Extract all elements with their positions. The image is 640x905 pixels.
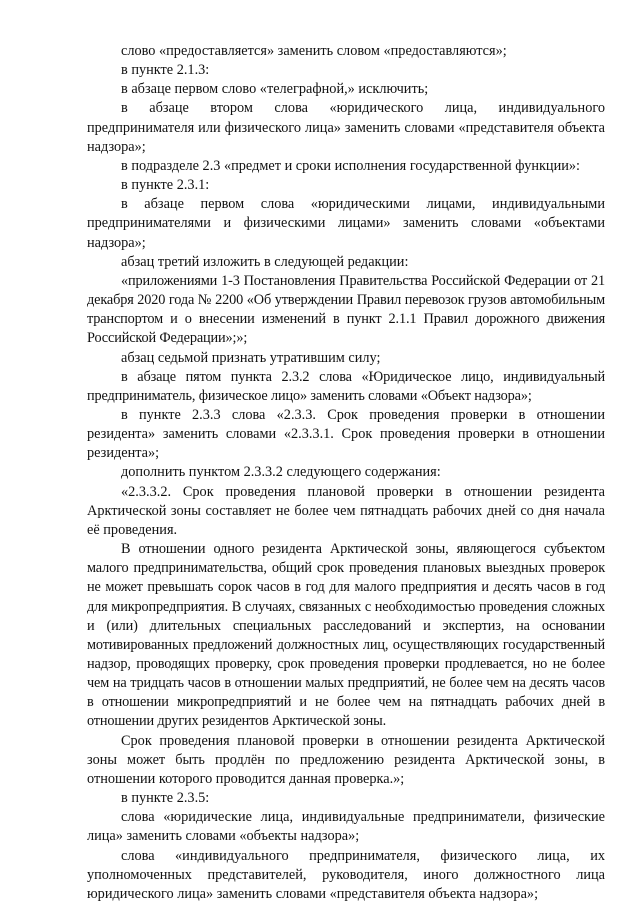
paragraph-1: слово «предоставляется» заменить словом «предоставляются»;	[121, 43, 507, 59]
paragraph-11: в абзаце пятом пункта 2.3.2 слова «Юридическое лицо, индивидуальный предприниматель, физическое лицо» заменить словами «Объект надзора»;	[87, 368, 605, 404]
paragraph-4: в абзаце втором слова «юридического лица, индивидуального предпринимателя или физического лица» заменить словами «представителя объекта надзора»;	[87, 100, 605, 155]
paragraph-17: в пункте 2.3.5:	[121, 790, 210, 807]
paragraph-3: в абзаце первом слово «телеграфной,» исключить;	[121, 81, 429, 98]
paragraph-16: Срок проведения плановой проверки в отношении резидента Арктической зоны может быть продлён по предложению резидента Арктической зоны, в отношении которого проводится данная проверка.»;	[87, 732, 605, 787]
paragraph-19: слова «индивидуального предпринимателя, физического лица, их уполномоченных представителей, руководителя, иного должностного лица юридического лица» заменить словами «представителя объекта надзора»;	[87, 847, 605, 902]
paragraph-13: дополнить пунктом 2.3.3.2 следующего содержания:	[121, 464, 441, 481]
paragraph-9: «приложениями 1-3 Постановления Правительства Российской Федерации от 21 декабря 2020 года № 2200 «Об утверждении Правил перевозок грузов автомобильным транспортом и о внесении изменений в пункт 2.1.1 Правил дорожного движения Российской Федерации»;»;	[87, 272, 605, 347]
paragraph-2: в пункте 2.1.3:	[121, 62, 210, 79]
paragraph-15: В отношении одного резидента Арктической зоны, являющегося субъектом малого предпринимательства, общий срок проведения плановых выездных проверок не может превышать сорок часов в год для малого предприятия и десять часов в год для микропредприятия. В случаях, связанных с необходимостью проведения сложных и (или) длительных специальных расследований и экспертиз, на основании мотивированных предложений должностных лиц, осуществляющих государственный надзор, проводящих проверку, срок проведения проверки продлевается, но не более чем на тридцать часов в отношении малых предприятий, не более чем на десять часов в отношении микропредприятий и не более чем на пятнадцать рабочих дней в отношении других резидентов Арктической зоны.	[87, 541, 605, 730]
paragraph-12: в пункте 2.3.3 слова «2.3.3. Срок проведения проверки в отношении резидента» заменить словами «2.3.3.1. Срок проведения проверки в отношении резидента»;	[87, 406, 605, 462]
paragraph-14: «2.3.3.2. Срок проведения плановой проверки в отношении резидента Арктической зоны составляет не более чем пятнадцать рабочих дней со дня начала её проведения.	[87, 483, 605, 538]
paragraph-7: в абзаце первом слова «юридическими лицами, индивидуальными предпринимателями и физическими лицами» заменить словами «объектами надзора»;	[87, 196, 605, 251]
paragraph-18: слова «юридические лица, индивидуальные предприниматели, физические лица» заменить словами «объекты надзора»;	[87, 809, 605, 845]
paragraph-10: абзац седьмой признать утратившим силу;	[121, 349, 381, 366]
paragraph-8: абзац третий изложить в следующей редакции:	[121, 253, 409, 270]
paragraph-5: в подразделе 2.3 «предмет и сроки исполнения государственной функции»:	[121, 157, 581, 174]
paragraph-6: в пункте 2.3.1:	[121, 177, 210, 194]
